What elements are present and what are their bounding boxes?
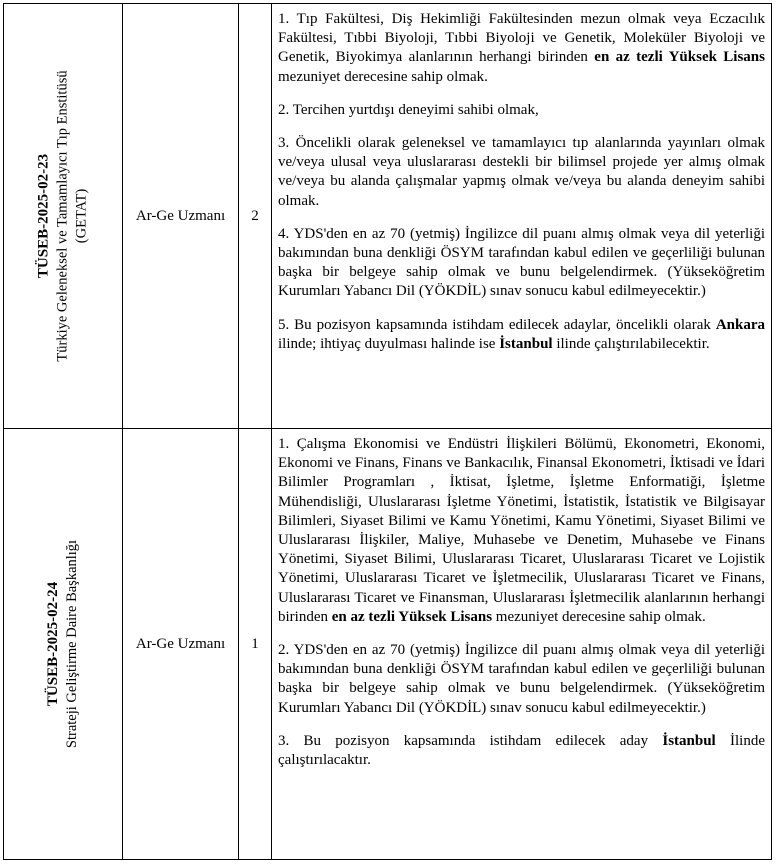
institute-name: Türkiye Geleneksel ve Tamamlayıcı Tıp Enstitüsü — [54, 70, 71, 362]
requirement-item: 2. YDS'den en az 70 (yetmiş) İngilizce dil puanı almış olmak veya dil yeterliği bakımından buna denkliği ÖSYM tarafından kabul edilen ve geçerliliği bulunan başka bir belgeye sahip olmak ve bunu belgelendirmek. (Yükseköğretim Kurumları Yabancı Dil (YÖKDİL) sınav sonucu kabul edilmeyecektir.) — [278, 642, 765, 716]
requirement-item: 1. Çalışma Ekonomisi ve Endüstri İlişkileri Bölümü, Ekonometri, Ekonomi, Ekonomi ve Finans, Finans ve Bankacılık, Finansal Ekonometri, İktisadi ve İdari Bilimler Programları , İktisat, İşletme, İşletme Enformatiği, İşletme Mühendisliği, Uluslararası İşletme Yönetimi, İstatistik, İstatistik ve Bilgisayar Bilimleri, Siyaset Bilimi ve Kamu Yönetimi, Kamu Yönetimi, Siyaset Bilimi ve Uluslararası İlişkiler, Maliye, Muhasebe ve Denetim, Muhasebe ve Finans Yönetimi, Siyaset Bilimi, Uluslararası Ticaret, Uluslararası Ticaret ve Lojistik Yönetimi, Uluslararası Ticaret ve İşletmecilik, Uluslararası Ticaret ve Finans, Uluslararası Ticaret ve Finansman, Uluslararası İşletmecilik alanlarının herhangi birinden en az tezli Yüksek Lisans mezuniyet derecesine sahip olmak. — [278, 436, 765, 625]
position-title: Ar-Ge Uzmanı — [123, 429, 239, 860]
position-title: Ar-Ge Uzmanı — [123, 4, 239, 429]
position-code-cell — [4, 429, 123, 860]
requirement-item: 3. Öncelikli olarak geleneksel ve tamamlayıcı tıp alanlarında yayınları olmak ve/veya ulusal veya uluslararası destekli bir bilimsel projede yer almış olmak ve/veya bu alanda çalışmalar yapmış olmak ve/veya bu alanda deneyim sahibi olmak. — [278, 135, 765, 209]
requirements-cell — [272, 4, 772, 429]
position-code: TÜSEB-2025-02-23 — [35, 153, 52, 279]
requirement-item: 2. Tercihen yurtdışı deneyimi sahibi olmak, — [278, 101, 539, 118]
requirements-cell — [272, 429, 772, 860]
rotated-label — [35, 70, 92, 361]
position-count: 2 — [239, 4, 272, 429]
position-code-cell — [4, 4, 123, 429]
rotated-label — [44, 540, 82, 748]
requirement-item: 4. YDS'den en az 70 (yetmiş) İngilizce dil puanı almış olmak veya dil yeterliği bakımından buna denkliği ÖSYM tarafından kabul edilen ve geçerliliği bulunan başka bir belgeye sahip olmak ve bunu belgelendirmek. (Yükseköğretim Kurumları Yabancı Dil (YÖKDİL) sınav sonucu kabul edilmeyecektir.) — [278, 225, 765, 300]
institute-abbr: (GETAT) — [73, 188, 90, 244]
positions-table — [3, 3, 772, 860]
table-row — [4, 429, 772, 860]
requirement-item: 3. Bu pozisyon kapsamında istihdam edilecek aday İstanbul İlinde çalıştırılacaktır. — [278, 732, 765, 769]
position-count: 1 — [239, 429, 272, 860]
requirement-item: 5. Bu pozisyon kapsamında istihdam edilecek adaylar, öncelikli olarak Ankara ilinde; ihtiyaç duyulması halinde ise İstanbul ilinde çalıştırılabilecektir. — [278, 316, 765, 352]
requirement-item: 1. Tıp Fakültesi, Diş Hekimliği Fakültesinden mezun olmak veya Eczacılık Fakültesi, Tıbbi Biyoloji, Tıbbi Biyoloji ve Genetik, Moleküler Biyoloji ve Genetik, Biyokimya alanlarının herhangi birinden en az tezli Yüksek Lisans mezuniyet derecesine sahip olmak. — [278, 11, 765, 85]
position-code: TÜSEB-2025-02-24 — [45, 581, 61, 707]
institute-name: Strateji Geliştirme Daire Başkanlığı — [64, 539, 80, 749]
table-row — [4, 4, 772, 429]
